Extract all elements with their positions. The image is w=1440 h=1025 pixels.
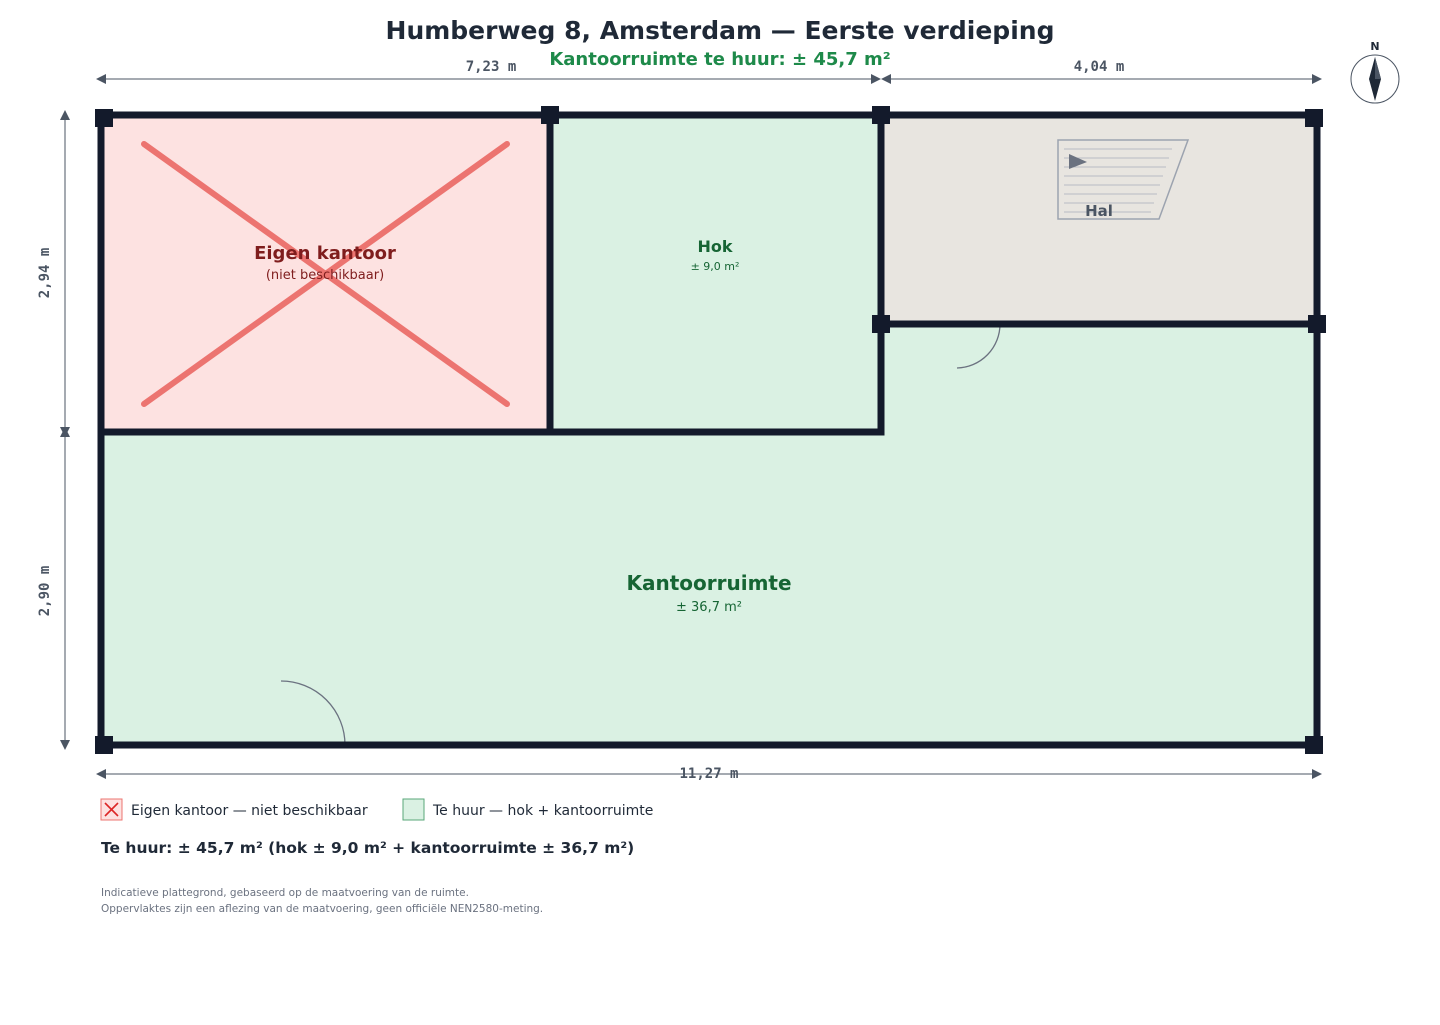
footnote-line-2: Oppervlaktes zijn een aflezing van de maatvoering, geen officiële NEN2580-meting.	[101, 903, 544, 915]
page-subtitle: Kantoorruimte te huur: ± 45,7 m²	[549, 49, 891, 70]
rental-summary: Te huur: ± 45,7 m² (hok ± 9,0 m² + kantoorruimte ± 36,7 m²)	[101, 839, 635, 857]
room-label-kantoorruimte: Kantoorruimte	[626, 571, 792, 595]
legend-label-for-rent: Te huur — hok + kantoorruimte	[433, 803, 654, 819]
dimension-bottom: 11,27 m	[679, 766, 739, 782]
room-area-kantoorruimte: ± 36,7 m²	[676, 600, 742, 615]
room-label-hok: Hok	[697, 237, 733, 256]
north-arrow-icon	[1351, 55, 1399, 103]
cross-icon	[101, 799, 122, 820]
room-area-hok: ± 9,0 m²	[690, 260, 740, 273]
dimension-top-left: 7,23 m	[465, 59, 517, 75]
footnote-line-1: Indicatieve plattegrond, gebaseerd op de maatvoering van de ruimte.	[101, 887, 469, 899]
legend-label-unavailable: Eigen kantoor — niet beschikbaar	[131, 803, 368, 819]
dimension-left-upper: 2,94 m	[37, 247, 53, 299]
green-swatch-icon	[403, 799, 424, 820]
dimension-left-lower: 2,90 m	[37, 565, 53, 617]
room-note-eigen-kantoor: (niet beschikbaar)	[265, 268, 385, 283]
legend	[101, 799, 653, 820]
room-hok	[550, 115, 881, 432]
compass-label: N	[1370, 40, 1380, 53]
room-label-eigen-kantoor: Eigen kantoor	[254, 243, 396, 264]
page-title: Humberweg 8, Amsterdam — Eerste verdieping	[385, 16, 1055, 45]
dimension-top-right: 4,04 m	[1073, 59, 1125, 75]
room-label-hal: Hal	[1085, 202, 1113, 220]
